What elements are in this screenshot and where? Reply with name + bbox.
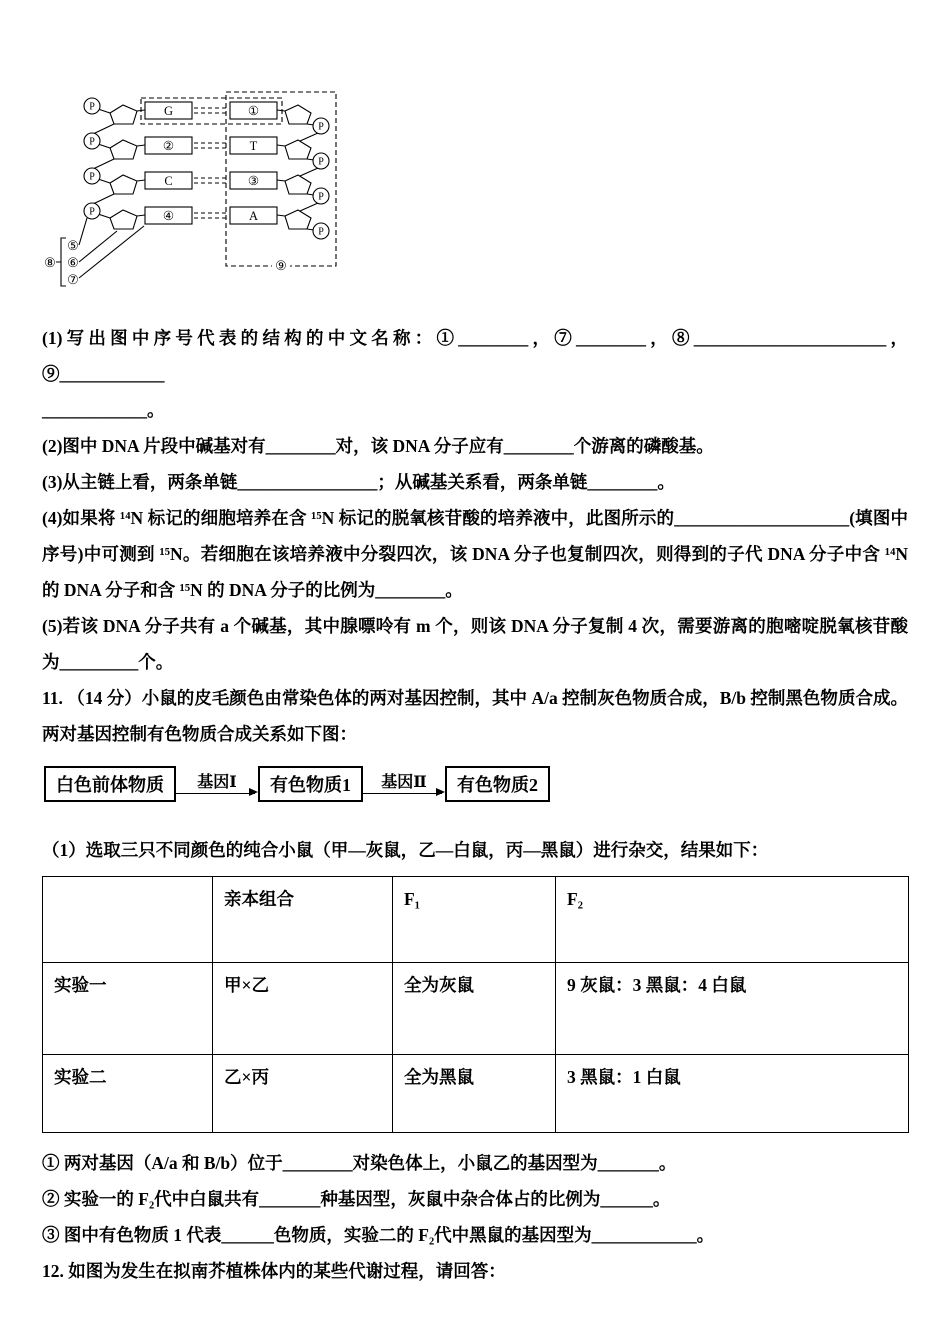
- header-f1: F₁: [393, 877, 556, 963]
- phosphate-label: P: [89, 101, 95, 113]
- q10-part4: (4)如果将 ¹⁴N 标记的细胞培养在含 ¹⁵N 标记的脱氧核苷酸的培养液中，此图所示的____________________(填图中序号)中可测到 ¹⁵N。若细胞在该培养液中分裂四次，该 DNA 分子也复制四次，则得到的子代 DNA 分子中含 ¹⁴N 的 DNA 分子和含 ¹⁵N 的 DNA 分子的比例为________。: [42, 508, 908, 600]
- header-f2: F₂: [556, 877, 909, 963]
- base-g-label: G: [163, 104, 174, 118]
- phosphate-label: P: [318, 121, 324, 133]
- q10-part1-line2: ____________。: [42, 400, 165, 420]
- table-header-row: [43, 877, 909, 963]
- flow-box-pigment1: 有色物质1: [258, 766, 363, 802]
- header-parent-combo: 亲本组合: [213, 877, 393, 963]
- base-2-label: ②: [162, 139, 175, 153]
- cell-exp2-label: 实验二: [43, 1055, 213, 1133]
- phosphate-label: P: [89, 171, 95, 183]
- base-3-label: ③: [247, 174, 260, 188]
- q11-sub-question-2: ② 实验一的 F₂代中白鼠共有_______种基因型，灰鼠中杂合体占的比例为______。: [42, 1189, 671, 1209]
- phosphate-label: P: [318, 191, 324, 203]
- q12-intro: 12. 如图为发生在拟南芥植株体内的某些代谢过程，请回答：: [42, 1261, 506, 1281]
- gene1-arrow: [176, 766, 258, 802]
- cell-exp2-f2: 3 黑鼠：1 白鼠: [556, 1055, 909, 1133]
- arrow-line: [176, 793, 255, 794]
- q11-sub-question-1: ① 两对基因（A/a 和 B/b）位于________对染色体上，小鼠乙的基因型为_______。: [42, 1153, 677, 1173]
- label-8: ⑧: [44, 255, 56, 270]
- pigment-pathway-diagram: [44, 766, 908, 802]
- dna-diagram-wrap: [42, 88, 908, 298]
- gene2-label: 基因Ⅱ: [381, 774, 427, 791]
- flow-box-pigment2: 有色物质2: [445, 766, 550, 802]
- base-t-label: T: [249, 139, 258, 153]
- phosphate-label: P: [89, 206, 95, 218]
- q10-part5: (5)若该 DNA 分子共有 a 个碱基，其中腺嘌呤有 m 个，则该 DNA 分子复制 4 次，需要游离的胞嘧啶脱氧核苷酸为_________个。: [42, 616, 908, 672]
- q11-sub-question-3: ③ 图中有色物质 1 代表______色物质，实验二的 F₂代中黑鼠的基因型为____________。: [42, 1225, 715, 1245]
- cell-exp1-f2: 9 灰鼠：3 黑鼠：4 白鼠: [556, 963, 909, 1055]
- table-row-experiment2: [43, 1055, 909, 1133]
- phosphate-label: P: [318, 226, 324, 238]
- base-a-label: A: [248, 209, 259, 223]
- phosphate-label: P: [89, 136, 95, 148]
- label-5: ⑤: [67, 238, 79, 253]
- base-1-label: ①: [247, 104, 260, 118]
- header-empty-cell: [43, 877, 213, 963]
- q10-part1-line1: (1)写出图中序号代表的结构的中文名称：①________，⑦________，⑧______________________，⑨____________: [42, 328, 908, 384]
- gene2-arrow: [363, 766, 445, 802]
- arrow-line: [363, 793, 442, 794]
- base-4-label: ④: [162, 209, 175, 223]
- q10-part2: (2)图中 DNA 片段中碱基对有________对，该 DNA 分子应有________个游离的磷酸基。: [42, 436, 714, 456]
- cross-results-table: [42, 876, 909, 1133]
- q11-intro: 11. （14 分）小鼠的皮毛颜色由常染色体的两对基因控制，其中 A/a 控制灰色物质合成，B/b 控制黑色物质合成。两对基因控制有色物质合成关系如下图：: [42, 688, 908, 744]
- phosphate-label: P: [318, 156, 324, 168]
- label-7: ⑦: [67, 272, 79, 287]
- q10-part3: (3)从主链上看，两条单链________________；从碱基关系看，两条单链________。: [42, 472, 675, 492]
- gene1-label: 基因Ⅰ: [197, 774, 237, 791]
- cell-exp2-cross: 乙×丙: [213, 1055, 393, 1133]
- flow-box-precursor: 白色前体物质: [44, 766, 176, 802]
- label-9: ⑨: [275, 258, 287, 273]
- cell-exp2-f1: 全为黑鼠: [393, 1055, 556, 1133]
- table-row-experiment1: [43, 963, 909, 1055]
- cell-exp1-f1: 全为灰鼠: [393, 963, 556, 1055]
- cell-exp1-cross: 甲×乙: [213, 963, 393, 1055]
- base-c-label: C: [164, 174, 173, 188]
- label-6: ⑥: [67, 255, 79, 270]
- dna-structure-diagram: [42, 88, 372, 293]
- q11-sub1: （1）选取三只不同颜色的纯合小鼠（甲—灰鼠，乙—白鼠，丙—黑鼠）进行杂交，结果如下：: [42, 840, 769, 860]
- cell-exp1-label: 实验一: [43, 963, 213, 1055]
